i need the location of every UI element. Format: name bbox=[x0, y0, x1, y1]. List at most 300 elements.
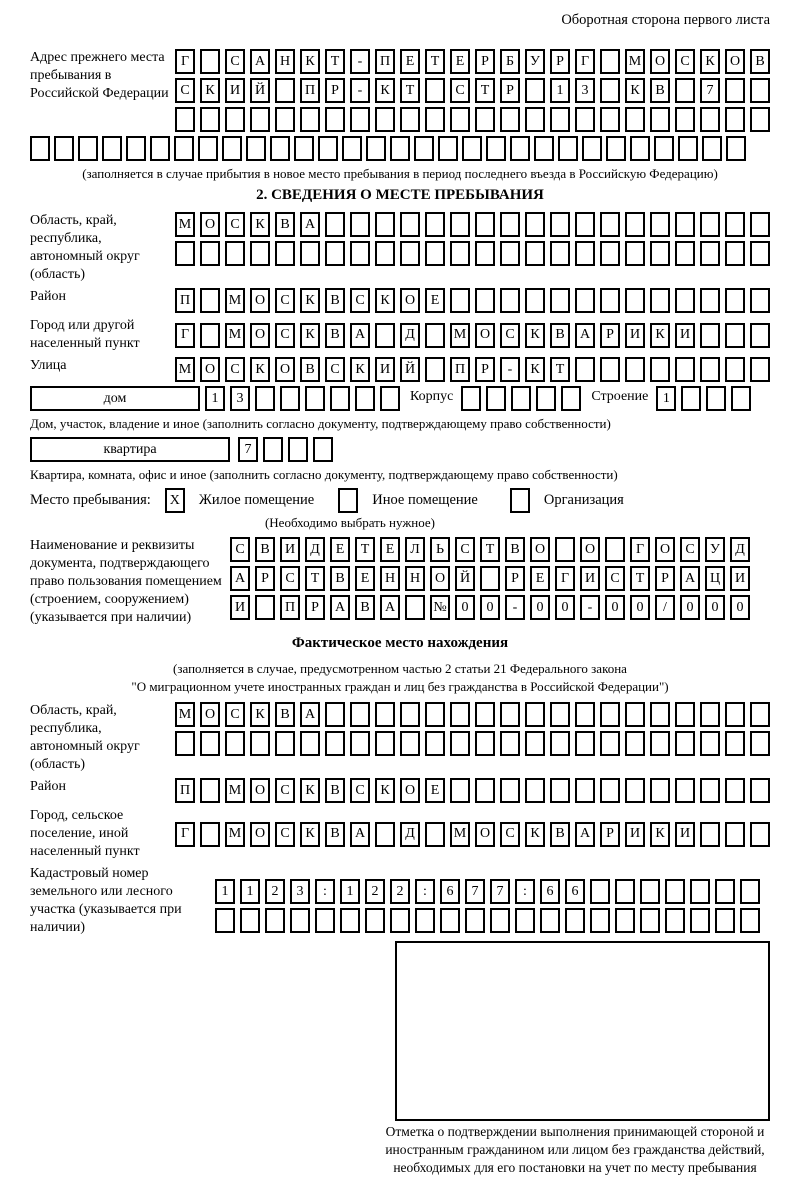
char-cell: П bbox=[450, 357, 470, 382]
char-cell: Р bbox=[655, 566, 675, 591]
char-cell: П bbox=[175, 288, 195, 313]
char-cell bbox=[750, 212, 770, 237]
char-cell bbox=[625, 241, 645, 266]
char-cell bbox=[200, 822, 220, 847]
char-cell: У bbox=[525, 49, 545, 74]
char-cell bbox=[425, 702, 445, 727]
char-cell: 1 bbox=[550, 78, 570, 103]
char-cell bbox=[750, 323, 770, 348]
char-cell: Р bbox=[600, 822, 620, 847]
char-cell: : bbox=[315, 879, 335, 904]
char-cell: В bbox=[275, 702, 295, 727]
char-cell bbox=[675, 288, 695, 313]
char-cell bbox=[565, 908, 585, 933]
char-cell bbox=[575, 702, 595, 727]
char-cell: С bbox=[225, 212, 245, 237]
char-cell bbox=[550, 212, 570, 237]
char-cell bbox=[640, 908, 660, 933]
char-cell bbox=[300, 731, 320, 756]
char-cell bbox=[675, 241, 695, 266]
char-cell: 2 bbox=[390, 879, 410, 904]
char-cell: Р bbox=[505, 566, 525, 591]
char-cell bbox=[400, 702, 420, 727]
char-cell: Е bbox=[530, 566, 550, 591]
char-cell bbox=[315, 908, 335, 933]
char-cell bbox=[500, 702, 520, 727]
char-cell: О bbox=[200, 702, 220, 727]
char-cell bbox=[582, 136, 602, 161]
char-cell: Р bbox=[500, 78, 520, 103]
char-cell bbox=[340, 908, 360, 933]
char-cell: М bbox=[450, 323, 470, 348]
char-cell: 7 bbox=[238, 437, 258, 462]
char-cell bbox=[750, 78, 770, 103]
char-cell: Т bbox=[425, 49, 445, 74]
char-cell: Н bbox=[405, 566, 425, 591]
char-cell bbox=[246, 136, 266, 161]
actual-region-label: Область, край, республика, автономный округ (область) bbox=[30, 703, 140, 772]
char-cell bbox=[200, 731, 220, 756]
char-cell: В bbox=[255, 537, 275, 562]
actual-location-note-2: "О миграционном учете иностранных граждан и лиц без гражданства в Российской Федерации") bbox=[131, 679, 669, 694]
char-cell bbox=[288, 437, 308, 462]
char-cell: 6 bbox=[540, 879, 560, 904]
char-cell: Р bbox=[305, 595, 325, 620]
char-cell bbox=[702, 136, 722, 161]
char-cell: О bbox=[200, 212, 220, 237]
char-cell bbox=[500, 731, 520, 756]
char-cell: Т bbox=[475, 78, 495, 103]
char-cell bbox=[725, 78, 745, 103]
char-cell: М bbox=[175, 357, 195, 382]
char-cell: А bbox=[230, 566, 250, 591]
char-cell bbox=[525, 778, 545, 803]
char-cell bbox=[330, 386, 350, 411]
char-cell bbox=[700, 212, 720, 237]
char-cell bbox=[575, 357, 595, 382]
char-cell bbox=[725, 323, 745, 348]
char-cell bbox=[375, 212, 395, 237]
char-cell: О bbox=[530, 537, 550, 562]
char-cell: 0 bbox=[730, 595, 750, 620]
char-cell: С bbox=[280, 566, 300, 591]
char-cell bbox=[600, 731, 620, 756]
char-cell bbox=[625, 778, 645, 803]
char-cell: Д bbox=[400, 323, 420, 348]
char-cell bbox=[725, 731, 745, 756]
char-cell bbox=[590, 879, 610, 904]
char-cell bbox=[425, 731, 445, 756]
char-cell: Е bbox=[425, 288, 445, 313]
char-cell: : bbox=[415, 879, 435, 904]
char-cell bbox=[625, 731, 645, 756]
char-cell bbox=[725, 822, 745, 847]
cadastral-grids bbox=[215, 865, 760, 933]
char-cell bbox=[625, 702, 645, 727]
char-cell bbox=[475, 731, 495, 756]
char-cell bbox=[375, 241, 395, 266]
char-cell bbox=[325, 212, 345, 237]
char-cell: В bbox=[275, 212, 295, 237]
char-cell bbox=[690, 908, 710, 933]
char-cell: К bbox=[650, 822, 670, 847]
char-cell bbox=[240, 908, 260, 933]
char-cell bbox=[300, 107, 320, 132]
char-cell bbox=[650, 702, 670, 727]
char-cell bbox=[400, 212, 420, 237]
char-cell bbox=[275, 241, 295, 266]
char-grid bbox=[656, 386, 751, 411]
char-cell: П bbox=[175, 778, 195, 803]
char-cell bbox=[450, 288, 470, 313]
char-cell: К bbox=[375, 778, 395, 803]
char-cell: Т bbox=[325, 49, 345, 74]
char-cell bbox=[425, 241, 445, 266]
char-cell: С bbox=[275, 288, 295, 313]
actual-district-block bbox=[30, 778, 770, 803]
char-cell: 1 bbox=[656, 386, 676, 411]
char-cell: К bbox=[300, 49, 320, 74]
char-cell bbox=[215, 908, 235, 933]
char-cell bbox=[675, 78, 695, 103]
char-cell bbox=[200, 288, 220, 313]
char-cell bbox=[126, 136, 146, 161]
char-cell bbox=[200, 323, 220, 348]
char-cell bbox=[200, 241, 220, 266]
char-cell bbox=[590, 908, 610, 933]
char-cell bbox=[475, 212, 495, 237]
char-cell: К bbox=[525, 822, 545, 847]
char-cell bbox=[500, 107, 520, 132]
char-cell: К bbox=[250, 212, 270, 237]
char-cell bbox=[600, 357, 620, 382]
char-cell bbox=[625, 107, 645, 132]
previous-address-block bbox=[30, 49, 770, 132]
char-cell bbox=[450, 702, 470, 727]
char-cell bbox=[675, 357, 695, 382]
char-cell: О bbox=[200, 357, 220, 382]
char-cell bbox=[650, 288, 670, 313]
char-cell: И bbox=[625, 323, 645, 348]
char-cell bbox=[450, 212, 470, 237]
char-cell bbox=[515, 908, 535, 933]
char-cell: О bbox=[475, 822, 495, 847]
char-cell: 0 bbox=[555, 595, 575, 620]
char-cell: А bbox=[350, 822, 370, 847]
char-cell bbox=[30, 136, 50, 161]
char-cell bbox=[726, 136, 746, 161]
char-cell bbox=[715, 879, 735, 904]
char-cell: К bbox=[250, 357, 270, 382]
char-cell bbox=[500, 212, 520, 237]
previous-address-label: Адрес прежнего места пребывания в Российской Федерации bbox=[30, 50, 169, 101]
char-cell bbox=[510, 136, 530, 161]
char-cell: В bbox=[330, 566, 350, 591]
char-cell: М bbox=[225, 822, 245, 847]
char-cell bbox=[540, 908, 560, 933]
char-cell: Р bbox=[325, 78, 345, 103]
stay-option-residential-label: Жилое помещение bbox=[198, 492, 315, 508]
cadastral-label: Кадастровый номер земельного или лесного участка (указывается при наличии) bbox=[30, 866, 182, 935]
char-cell bbox=[475, 107, 495, 132]
district-label: Район bbox=[30, 289, 66, 304]
char-cell bbox=[270, 136, 290, 161]
char-cell bbox=[731, 386, 751, 411]
char-cell: 3 bbox=[230, 386, 250, 411]
char-cell: Е bbox=[355, 566, 375, 591]
char-cell bbox=[425, 212, 445, 237]
char-cell bbox=[390, 908, 410, 933]
char-cell: О bbox=[655, 537, 675, 562]
char-grid bbox=[175, 778, 770, 803]
char-grid bbox=[175, 731, 770, 756]
char-cell: Р bbox=[255, 566, 275, 591]
char-cell: К bbox=[650, 323, 670, 348]
char-cell: И bbox=[625, 822, 645, 847]
char-cell bbox=[575, 778, 595, 803]
char-cell: С bbox=[455, 537, 475, 562]
char-cell bbox=[555, 537, 575, 562]
char-cell bbox=[461, 386, 481, 411]
char-cell: В bbox=[325, 288, 345, 313]
char-cell: Г bbox=[175, 49, 195, 74]
char-cell bbox=[600, 107, 620, 132]
char-cell: С bbox=[605, 566, 625, 591]
char-cell: П bbox=[280, 595, 300, 620]
char-cell bbox=[465, 908, 485, 933]
char-cell: Б bbox=[500, 49, 520, 74]
char-cell bbox=[525, 288, 545, 313]
char-cell bbox=[550, 107, 570, 132]
char-cell: С bbox=[225, 702, 245, 727]
char-cell: И bbox=[375, 357, 395, 382]
char-cell bbox=[275, 731, 295, 756]
document-label: Наименование и реквизиты документа, подтверждающего право пользования помещением (строением, сооружением) (указывается при наличии) bbox=[30, 538, 222, 625]
char-cell: - bbox=[580, 595, 600, 620]
char-cell: 6 bbox=[565, 879, 585, 904]
char-cell bbox=[400, 241, 420, 266]
char-cell: О bbox=[250, 288, 270, 313]
char-cell bbox=[700, 357, 720, 382]
char-cell bbox=[300, 241, 320, 266]
char-cell: О bbox=[400, 288, 420, 313]
char-cell bbox=[600, 49, 620, 74]
char-cell: Г bbox=[575, 49, 595, 74]
char-cell: Г bbox=[630, 537, 650, 562]
char-cell bbox=[550, 241, 570, 266]
char-cell bbox=[102, 136, 122, 161]
char-cell bbox=[700, 241, 720, 266]
char-cell bbox=[650, 778, 670, 803]
char-cell: А bbox=[380, 595, 400, 620]
korpus-label: Корпус bbox=[410, 389, 454, 404]
region-grids bbox=[175, 212, 770, 266]
char-cell: 0 bbox=[630, 595, 650, 620]
char-cell: Е bbox=[425, 778, 445, 803]
char-cell: 3 bbox=[290, 879, 310, 904]
char-cell bbox=[78, 136, 98, 161]
char-cell: М bbox=[225, 778, 245, 803]
char-cell: С bbox=[175, 78, 195, 103]
char-cell bbox=[200, 778, 220, 803]
char-cell bbox=[665, 879, 685, 904]
char-cell bbox=[486, 136, 506, 161]
char-cell bbox=[725, 702, 745, 727]
char-grid bbox=[215, 908, 760, 933]
char-cell: С bbox=[230, 537, 250, 562]
char-grid bbox=[175, 822, 770, 847]
char-cell: К bbox=[375, 78, 395, 103]
char-cell bbox=[600, 212, 620, 237]
char-cell: К bbox=[375, 288, 395, 313]
char-grid bbox=[175, 357, 770, 382]
char-cell bbox=[625, 288, 645, 313]
actual-city-block bbox=[30, 807, 770, 861]
char-cell bbox=[600, 78, 620, 103]
char-cell bbox=[715, 908, 735, 933]
char-cell: И bbox=[580, 566, 600, 591]
char-cell: Л bbox=[405, 537, 425, 562]
char-grid bbox=[175, 702, 770, 727]
char-cell bbox=[654, 136, 674, 161]
char-cell: Ц bbox=[705, 566, 725, 591]
char-cell: О bbox=[400, 778, 420, 803]
char-grid bbox=[230, 537, 750, 562]
char-cell: Й bbox=[250, 78, 270, 103]
stay-type-row bbox=[30, 488, 770, 513]
char-cell: В bbox=[355, 595, 375, 620]
char-cell: О bbox=[430, 566, 450, 591]
char-cell: К bbox=[300, 822, 320, 847]
char-cell bbox=[450, 241, 470, 266]
char-cell: Т bbox=[355, 537, 375, 562]
char-cell: 3 bbox=[575, 78, 595, 103]
char-cell bbox=[725, 778, 745, 803]
char-cell: Н bbox=[380, 566, 400, 591]
char-cell: О bbox=[250, 323, 270, 348]
char-cell: Т bbox=[305, 566, 325, 591]
char-grid bbox=[175, 212, 770, 237]
char-cell bbox=[550, 702, 570, 727]
char-cell: С bbox=[350, 288, 370, 313]
char-cell: Т bbox=[630, 566, 650, 591]
char-cell bbox=[425, 323, 445, 348]
char-cell bbox=[750, 241, 770, 266]
actual-region-grids bbox=[175, 702, 770, 756]
apartment-type-box: квартира bbox=[30, 437, 230, 462]
char-cell bbox=[675, 107, 695, 132]
char-cell bbox=[750, 288, 770, 313]
actual-location-title: Фактическое место нахождения bbox=[291, 635, 509, 651]
char-cell bbox=[675, 702, 695, 727]
char-cell bbox=[425, 107, 445, 132]
char-cell bbox=[375, 702, 395, 727]
char-cell bbox=[342, 136, 362, 161]
char-cell: - bbox=[500, 357, 520, 382]
char-cell: К bbox=[300, 323, 320, 348]
char-cell: В bbox=[325, 323, 345, 348]
char-cell: С bbox=[275, 323, 295, 348]
char-cell bbox=[675, 731, 695, 756]
char-cell bbox=[725, 107, 745, 132]
char-cell: 2 bbox=[265, 879, 285, 904]
char-cell bbox=[405, 595, 425, 620]
char-cell bbox=[575, 212, 595, 237]
char-cell: С bbox=[450, 78, 470, 103]
char-cell bbox=[350, 731, 370, 756]
char-cell: У bbox=[705, 537, 725, 562]
char-cell: И bbox=[675, 822, 695, 847]
char-grid bbox=[175, 323, 770, 348]
checkbox-other-premises bbox=[338, 488, 358, 513]
char-cell: С bbox=[275, 778, 295, 803]
char-cell bbox=[400, 107, 420, 132]
char-cell bbox=[725, 241, 745, 266]
char-cell bbox=[450, 107, 470, 132]
char-cell: Р bbox=[550, 49, 570, 74]
char-cell bbox=[350, 241, 370, 266]
char-cell: И bbox=[730, 566, 750, 591]
char-cell: О bbox=[250, 822, 270, 847]
char-cell bbox=[225, 107, 245, 132]
char-cell: Г bbox=[175, 822, 195, 847]
char-cell bbox=[575, 288, 595, 313]
stroenie-label: Строение bbox=[591, 389, 649, 404]
char-cell bbox=[225, 731, 245, 756]
char-cell: М bbox=[450, 822, 470, 847]
char-cell bbox=[615, 879, 635, 904]
char-cell bbox=[575, 731, 595, 756]
document-grids bbox=[230, 537, 750, 620]
char-cell: Т bbox=[480, 537, 500, 562]
char-cell bbox=[255, 595, 275, 620]
char-cell bbox=[305, 386, 325, 411]
char-cell bbox=[265, 908, 285, 933]
char-cell: / bbox=[655, 595, 675, 620]
char-cell bbox=[250, 241, 270, 266]
char-cell: П bbox=[300, 78, 320, 103]
char-cell bbox=[415, 908, 435, 933]
char-cell: 7 bbox=[700, 78, 720, 103]
char-cell: Р bbox=[475, 357, 495, 382]
char-cell bbox=[175, 731, 195, 756]
char-cell bbox=[263, 437, 283, 462]
char-cell bbox=[700, 822, 720, 847]
char-cell: М bbox=[225, 323, 245, 348]
char-cell bbox=[462, 136, 482, 161]
cadastral-block bbox=[30, 865, 770, 937]
char-cell: О bbox=[725, 49, 745, 74]
char-cell bbox=[175, 241, 195, 266]
char-cell bbox=[225, 241, 245, 266]
checkbox-residential: X bbox=[165, 488, 185, 513]
char-cell: Т bbox=[400, 78, 420, 103]
char-cell bbox=[650, 357, 670, 382]
char-cell bbox=[380, 386, 400, 411]
char-cell: 7 bbox=[465, 879, 485, 904]
char-cell: О bbox=[650, 49, 670, 74]
char-cell: 7 bbox=[490, 879, 510, 904]
char-cell bbox=[475, 702, 495, 727]
char-cell bbox=[606, 136, 626, 161]
char-cell bbox=[525, 78, 545, 103]
char-cell bbox=[600, 778, 620, 803]
char-cell: Е bbox=[450, 49, 470, 74]
char-cell bbox=[313, 437, 333, 462]
char-cell bbox=[615, 908, 635, 933]
char-cell: К bbox=[525, 357, 545, 382]
char-cell bbox=[706, 386, 726, 411]
